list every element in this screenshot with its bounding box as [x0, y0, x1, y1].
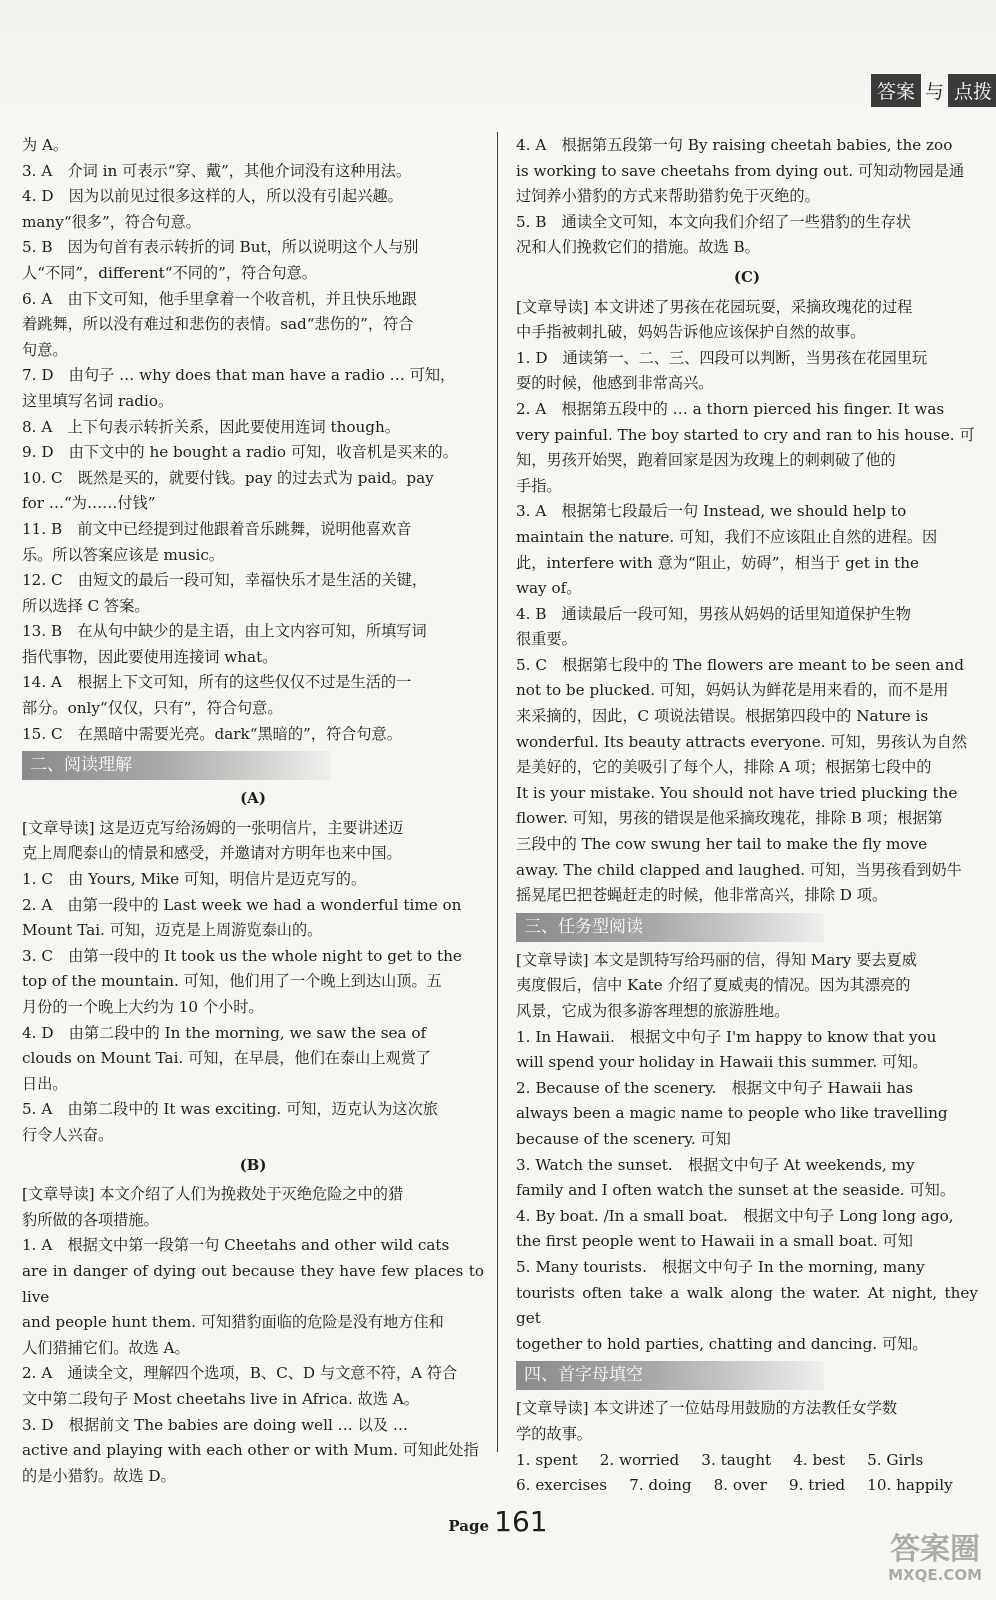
- text-line: away. The child clapped and laughed. 可知，当男孩看到奶牛: [516, 860, 962, 879]
- text-line: 1. D 通读第一、二、三、四段可以判断，当男孩在花园里玩: [516, 348, 928, 367]
- text-line: 为 A。: [22, 136, 69, 154]
- text-line: 耍的时候，他感到非常高兴。: [516, 374, 714, 393]
- text-line: is working to save cheetahs from dying out. 可知动物园是通: [516, 161, 965, 180]
- text-line: 5. A 由第二段中的 It was exciting. 可知，迈克认为这次旅: [22, 1100, 438, 1119]
- text-line: 学的故事。: [516, 1424, 592, 1443]
- text-line: active and playing with each other or with Mum. 可知此处指: [22, 1441, 479, 1460]
- text-line: 5. Many tourists. 根据文中句子 In the morning, many: [516, 1257, 925, 1276]
- answer-row: [516, 1473, 978, 1499]
- text-line: are in danger of dying out because they have few places to live: [22, 1261, 484, 1306]
- section-heading-task-reading: 三、任务型阅读: [516, 913, 824, 942]
- text-line: 1. In Hawaii. 根据文中句子 I'm happy to know that you: [516, 1027, 937, 1046]
- text-line: 15. C 在黑暗中需要光亮。dark“黑暗的”，符合句意。: [22, 724, 402, 743]
- passage-c-answers: [516, 295, 978, 909]
- text-line: [文章导读] 本文讲述了一位姑母用鼓励的方法教任女学数: [516, 1399, 898, 1418]
- header-badge: [871, 74, 996, 107]
- passage-label-b: (B): [239, 1155, 267, 1174]
- text-line: 4. D 由第二段中的 In the morning, we saw the sea of: [22, 1023, 427, 1042]
- text-line: 中手指被刺扎破，妈妈告诉他应该保护自然的故事。: [516, 323, 866, 342]
- text-line: 部分。only“仅仅，只有”，符合句意。: [22, 699, 283, 718]
- text-line: because of the scenery. 可知: [516, 1129, 731, 1148]
- text-line: top of the mountain. 可知，他们用了一个晚上到达山顶。五: [22, 972, 442, 991]
- text-line: [文章导读] 本文是凯特写给玛丽的信，得知 Mary 要去夏威: [516, 950, 917, 969]
- top-band: [0, 0, 996, 108]
- text-line: 风景，它成为很多游客理想的旅游胜地。: [516, 1002, 790, 1020]
- text-line: very painful. The boy started to cry and ran to his house. 可: [516, 425, 975, 444]
- right-column: [516, 133, 978, 1499]
- text-line: 三段中的 The cow swung her tail to make the fly move: [516, 835, 928, 854]
- text-line: 2. A 由第一段中的 Last week we had a wonderful time on: [22, 895, 462, 914]
- text-line: clouds on Mount Tai. 可知，在早晨，他们在泰山上观赏了: [22, 1049, 432, 1068]
- section-heading-initial-letter: 四、首字母填空: [516, 1361, 824, 1390]
- text-line: 夷度假后，信中 Kate 介绍了夏威夷的情况。因为其漂亮的: [516, 976, 911, 995]
- passage-b-answers: [22, 1182, 484, 1489]
- text-line: 的是小猎豹。故选 D。: [22, 1466, 176, 1485]
- answer-item: 5. Girls: [867, 1450, 924, 1469]
- passage-b-answers-cont: [516, 133, 978, 261]
- text-line: 此，interfere with 意为“阻止，妨碍”，相当于 get in the: [516, 553, 920, 572]
- answer-item: 9. tried: [788, 1476, 846, 1495]
- text-line: 2. A 通读全文，理解四个选项，B、C、D 与文意不符，A 符合: [22, 1364, 458, 1383]
- text-line: 3. A 介词 in 可表示“穿、戴”，其他介词没有这种用法。: [22, 161, 412, 180]
- answer-item: 8. over: [713, 1476, 767, 1495]
- text-line: the first people went to Hawaii in a small boat. 可知: [516, 1232, 913, 1251]
- section-heading-reading: 二、阅读理解: [22, 751, 330, 780]
- text-line: Mount Tai. 可知，迈克是上周游览泰山的。: [22, 921, 323, 940]
- text-line: tourists often take a walk along the water. At night, they get: [516, 1283, 978, 1328]
- text-line: 着跳舞，所以没有难过和悲伤的表情。sad“悲伤的”，符合: [22, 315, 414, 334]
- text-line: 克上周爬泰山的情景和感受，并邀请对方明年也来中国。: [22, 844, 402, 863]
- passage-label-a: (A): [240, 789, 266, 808]
- text-line: wonderful. Its beauty attracts everyone. 可知，男孩认为自然: [516, 732, 968, 751]
- text-line: 2. A 根据第五段中的 … a thorn pierced his finger. It was: [516, 399, 945, 418]
- page-label: Page: [448, 1517, 490, 1535]
- text-line: 行令人兴奋。: [22, 1125, 114, 1144]
- text-line: 4. B 通读最后一段可知，男孩从妈妈的话里知道保护生物: [516, 604, 911, 623]
- text-line: 1. C 由 Yours, Mike 可知，明信片是迈克写的。: [22, 870, 367, 889]
- site-logo: [888, 1534, 982, 1584]
- text-line: [文章导读] 本文讲述了男孩在花园玩耍，采摘玫瑰花的过程: [516, 297, 913, 316]
- text-line: 9. D 由下文中的 he bought a radio 可知，收音机是买来的。: [22, 443, 458, 462]
- text-line: way of。: [516, 579, 582, 598]
- text-line: 10. C 既然是买的，就要付钱。pay 的过去式为 paid。pay: [22, 468, 434, 487]
- logo-text-url: MXQE.COM: [888, 1566, 982, 1584]
- text-line: 乐。所以答案应该是 music。: [22, 545, 225, 564]
- text-line: 1. A 根据文中第一段第一句 Cheetahs and other wild cats: [22, 1236, 450, 1255]
- text-line: 6. A 由下文可知，他手里拿着一个收音机，并且快乐地跟: [22, 289, 417, 308]
- text-line: 文中第二段句子 Most cheetahs live in Africa. 故选 A。: [22, 1389, 419, 1408]
- cloze-answers: [22, 133, 484, 747]
- answer-item: 6. exercises: [516, 1476, 608, 1495]
- text-line: and people hunt them. 可知猎豹面临的危险是没有地方住和: [22, 1313, 444, 1332]
- text-line: together to hold parties, chatting and dancing. 可知。: [516, 1334, 928, 1353]
- text-line: not to be plucked. 可知，妈妈认为鲜花是用来看的，而不是用: [516, 681, 949, 700]
- text-line: many“很多”，符合句意。: [22, 212, 201, 231]
- text-line: [文章导读] 本文介绍了人们为挽救处于灭绝危险之中的猎: [22, 1185, 404, 1204]
- answer-row: [516, 1448, 978, 1474]
- text-line: 指代事物，因此要使用连接词 what。: [22, 647, 278, 666]
- column-divider: [497, 132, 498, 1452]
- passage-label-c: (C): [733, 267, 761, 286]
- text-line: 8. A 上下句表示转折关系，因此要使用连词 though。: [22, 417, 400, 436]
- initial-letter-answers: [516, 1396, 978, 1498]
- text-line: 4. A 根据第五段第一句 By raising cheetah babies, the zoo: [516, 136, 953, 154]
- text-line: 况和人们挽救它们的措施。故选 B。: [516, 238, 760, 257]
- page-number: 161: [494, 1505, 548, 1538]
- answer-item: 10. happily: [867, 1476, 953, 1495]
- text-line: will spend your holiday in Hawaii this summer. 可知。: [516, 1053, 928, 1072]
- text-line: 14. A 根据上下文可知，所有的这些仅仅不过是生活的一: [22, 673, 412, 692]
- logo-text-cn: 答案圈: [890, 1532, 981, 1567]
- text-line: for …“为……付钱”: [22, 494, 156, 513]
- text-line: 3. A 根据第七段最后一句 Instead, we should help to: [516, 502, 907, 521]
- left-column: [22, 133, 484, 1489]
- text-line: 知，男孩开始哭，跑着回家是因为玫瑰上的刺刺破了他的: [516, 451, 896, 470]
- task-reading-answers: [516, 948, 978, 1358]
- text-line: It is your mistake. You should not have tried plucking the: [516, 783, 958, 802]
- text-line: 所以选择 C 答案。: [22, 596, 150, 615]
- text-line: 4. D 因为以前见过很多这样的人，所以没有引起兴趣。: [22, 187, 403, 206]
- text-line: flower. 可知，男孩的错误是他采摘玫瑰花，排除 B 项；根据第: [516, 809, 943, 828]
- answer-item: 2. worried: [599, 1450, 680, 1469]
- text-line: 句意。: [22, 340, 68, 359]
- text-line: 5. B 通读全文可知，本文向我们介绍了一些猎豹的生存状: [516, 212, 911, 231]
- text-line: 3. D 根据前文 The babies are doing well … 以及 …: [22, 1415, 409, 1434]
- text-line: 7. D 由句子 … why does that man have a radio … 可知，: [22, 366, 456, 385]
- passage-a-answers: [22, 816, 484, 1149]
- header-badge-and: 与: [924, 81, 944, 103]
- text-line: 过饲养小猎豹的方式来帮助猎豹免于灭绝的。: [516, 187, 820, 206]
- text-line: 2. Because of the scenery. 根据文中句子 Hawaii has: [516, 1078, 914, 1097]
- text-line: 月份的一个晚上大约为 10 个小时。: [22, 998, 264, 1016]
- text-line: 这里填写名词 radio。: [22, 391, 174, 410]
- text-line: 4. By boat. /In a small boat. 根据文中句子 Long long ago,: [516, 1206, 954, 1225]
- text-line: 13. B 在从句中缺少的是主语，由上文内容可知，所填写词: [22, 622, 427, 641]
- text-line: 3. Watch the sunset. 根据文中句子 At weekends, my: [516, 1155, 915, 1174]
- answer-item: 4. best: [793, 1450, 846, 1469]
- text-line: 11. B 前文中已经提到过他跟着音乐跳舞，说明他喜欢音: [22, 519, 412, 538]
- text-line: 12. C 由短文的最后一段可知，幸福快乐才是生活的关键，: [22, 571, 428, 590]
- text-line: 人“不同”，different“不同的”，符合句意。: [22, 263, 317, 282]
- text-line: 来采摘的，因此，C 项说法错误。根据第四段中的 Nature is: [516, 707, 929, 726]
- text-line: 豹所做的各项措施。: [22, 1210, 159, 1229]
- answer-item: 7. doing: [629, 1476, 692, 1495]
- text-line: 日出。: [22, 1074, 68, 1093]
- text-line: 手指。: [516, 476, 562, 495]
- text-line: always been a magic name to people who like travelling: [516, 1104, 948, 1123]
- text-line: 5. C 根据第七段中的 The flowers are meant to be seen and: [516, 655, 964, 674]
- text-line: [文章导读] 这是迈克写给汤姆的一张明信片，主要讲述迈: [22, 818, 404, 837]
- page-footer: [0, 1505, 996, 1538]
- text-line: 5. B 因为句首有表示转折的词 But，所以说明这个人与别: [22, 238, 419, 257]
- text-line: 摇晃尾巴把苍蝇赶走的时候，他非常高兴，排除 D 项。: [516, 886, 888, 905]
- text-line: 3. C 由第一段中的 It took us the whole night to get to the: [22, 946, 462, 965]
- text-line: maintain the nature. 可知，我们不应该阻止自然的进程。因: [516, 527, 938, 546]
- header-badge-hint: 点拨: [948, 74, 996, 107]
- text-line: family and I often watch the sunset at the seaside. 可知。: [516, 1181, 956, 1200]
- answer-item: 1. spent: [516, 1450, 578, 1469]
- text-line: 是美好的，它的美吸引了每个人，排除 A 项；根据第七段中的: [516, 758, 932, 777]
- text-line: 很重要。: [516, 630, 577, 649]
- text-line: 人们猎捕它们。故选 A。: [22, 1338, 190, 1357]
- answer-item: 3. taught: [701, 1450, 772, 1469]
- header-badge-answer: 答案: [871, 74, 921, 107]
